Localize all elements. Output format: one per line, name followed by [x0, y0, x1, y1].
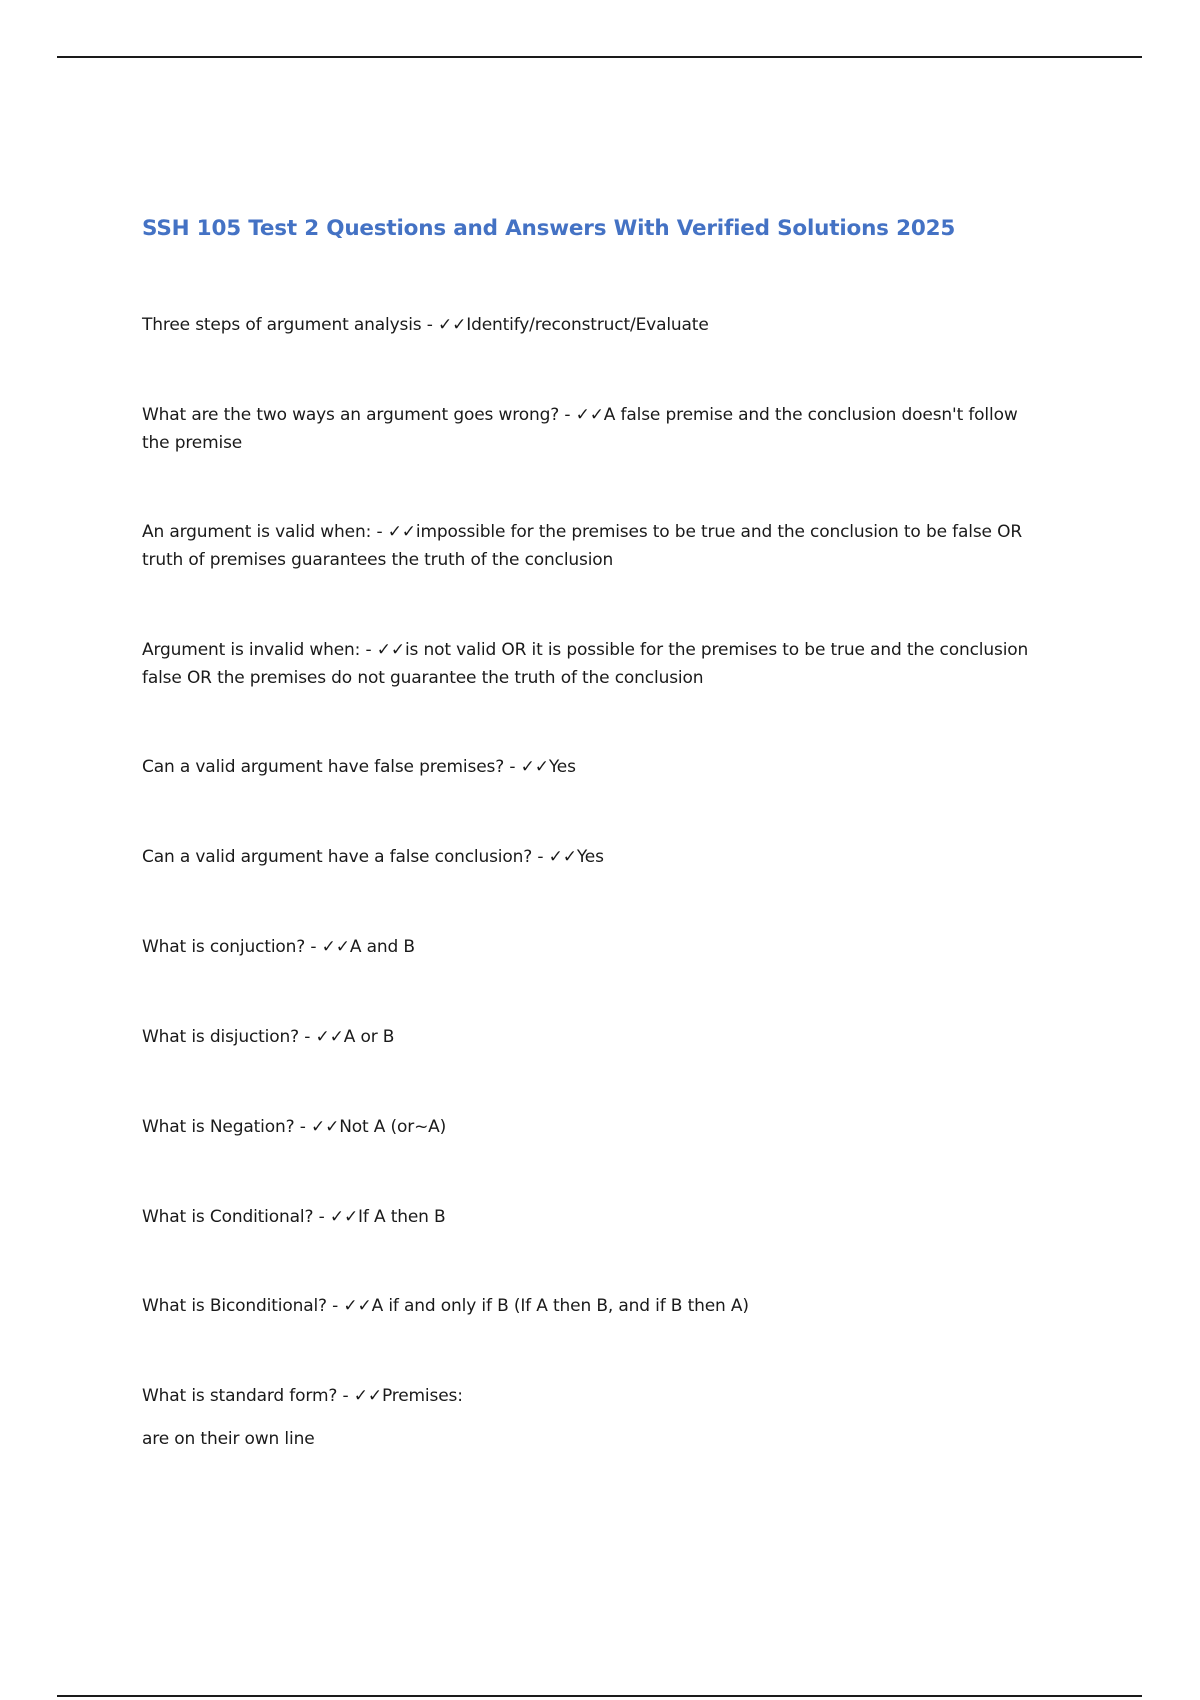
qa-item: [142, 1113, 1042, 1141]
answer-text: A or B: [343, 1027, 395, 1047]
continuation-text: are on their own line: [142, 1429, 315, 1449]
separator: -: [337, 1386, 354, 1406]
qa-item: [142, 1292, 1042, 1320]
check-icon: ✓✓: [387, 522, 416, 542]
check-icon: ✓✓: [329, 1207, 359, 1227]
qa-item: [142, 1382, 1042, 1410]
answer-text: Yes: [576, 847, 604, 867]
question-text: What is Conditional?: [142, 1207, 314, 1227]
question-text: Can a valid argument have a false conclusion?: [142, 847, 533, 867]
separator: -: [360, 640, 377, 660]
question-text: What is disjuction?: [142, 1027, 300, 1047]
separator: -: [421, 315, 438, 335]
question-text: Can a valid argument have false premises?: [142, 757, 505, 777]
answer-text: A and B: [349, 937, 415, 957]
header-rule: [57, 56, 1142, 58]
separator: -: [371, 522, 388, 542]
answer-text: is not valid OR it is possible for the premises to be true and the conclusion false OR the premises do not guarantee the truth of the conclusion: [142, 640, 1029, 688]
qa-item: [142, 518, 1042, 574]
answer-text: Identify/reconstruct/Evaluate: [466, 315, 709, 335]
separator: -: [504, 757, 521, 777]
question-text: What is Biconditional?: [142, 1296, 327, 1316]
answer-text: Premises:: [381, 1386, 463, 1406]
separator: -: [559, 405, 576, 425]
check-icon: ✓✓: [321, 937, 350, 957]
check-icon: ✓✓: [353, 1386, 382, 1406]
separator: -: [326, 1296, 344, 1316]
check-icon: ✓✓: [548, 847, 577, 867]
check-icon: ✓✓: [315, 1027, 344, 1047]
question-text: What is conjuction?: [142, 937, 306, 957]
footer-rule: [57, 1695, 1142, 1697]
separator: -: [313, 1207, 330, 1227]
check-icon: ✓✓: [376, 640, 405, 660]
check-icon: ✓✓: [520, 757, 549, 777]
question-text: What are the two ways an argument goes wrong?: [142, 405, 560, 425]
qa-item: [142, 401, 1042, 457]
question-text: What is standard form?: [142, 1386, 338, 1406]
qa-item: [142, 843, 1042, 871]
check-icon: ✓✓: [310, 1117, 340, 1137]
answer-text: If A then B: [358, 1207, 446, 1227]
qa-item: [142, 636, 1042, 692]
qa-item: [142, 753, 1042, 781]
check-icon: ✓✓: [575, 405, 604, 425]
answer-text: Yes: [548, 757, 576, 777]
qa-item: [142, 1023, 1042, 1051]
qa-item: [142, 311, 1042, 339]
check-icon: ✓✓: [343, 1296, 372, 1316]
question-text: What is Negation?: [142, 1117, 295, 1137]
answer-text: A false premise and the conclusion doesn't follow the premise: [142, 405, 1018, 453]
separator: -: [532, 847, 549, 867]
qa-item: [142, 1203, 1042, 1231]
check-icon: ✓✓: [438, 315, 467, 335]
answer-text: A if and only if B (If A then B, and if B then A): [371, 1296, 749, 1316]
question-text: An argument is valid when:: [142, 522, 372, 542]
question-text: Three steps of argument analysis: [142, 315, 422, 335]
answer-text: Not A (or~A): [339, 1117, 447, 1137]
question-text: Argument is invalid when:: [142, 640, 361, 660]
separator: -: [299, 1027, 316, 1047]
separator: -: [305, 937, 322, 957]
document-title: SSH 105 Test 2 Questions and Answers With Verified Solutions 2025: [142, 216, 956, 241]
qa-item: [142, 933, 1042, 961]
answer-text: impossible for the premises to be true and the conclusion to be false OR truth of premises guarantees the truth of the conclusion: [142, 522, 1022, 570]
separator: -: [294, 1117, 311, 1137]
